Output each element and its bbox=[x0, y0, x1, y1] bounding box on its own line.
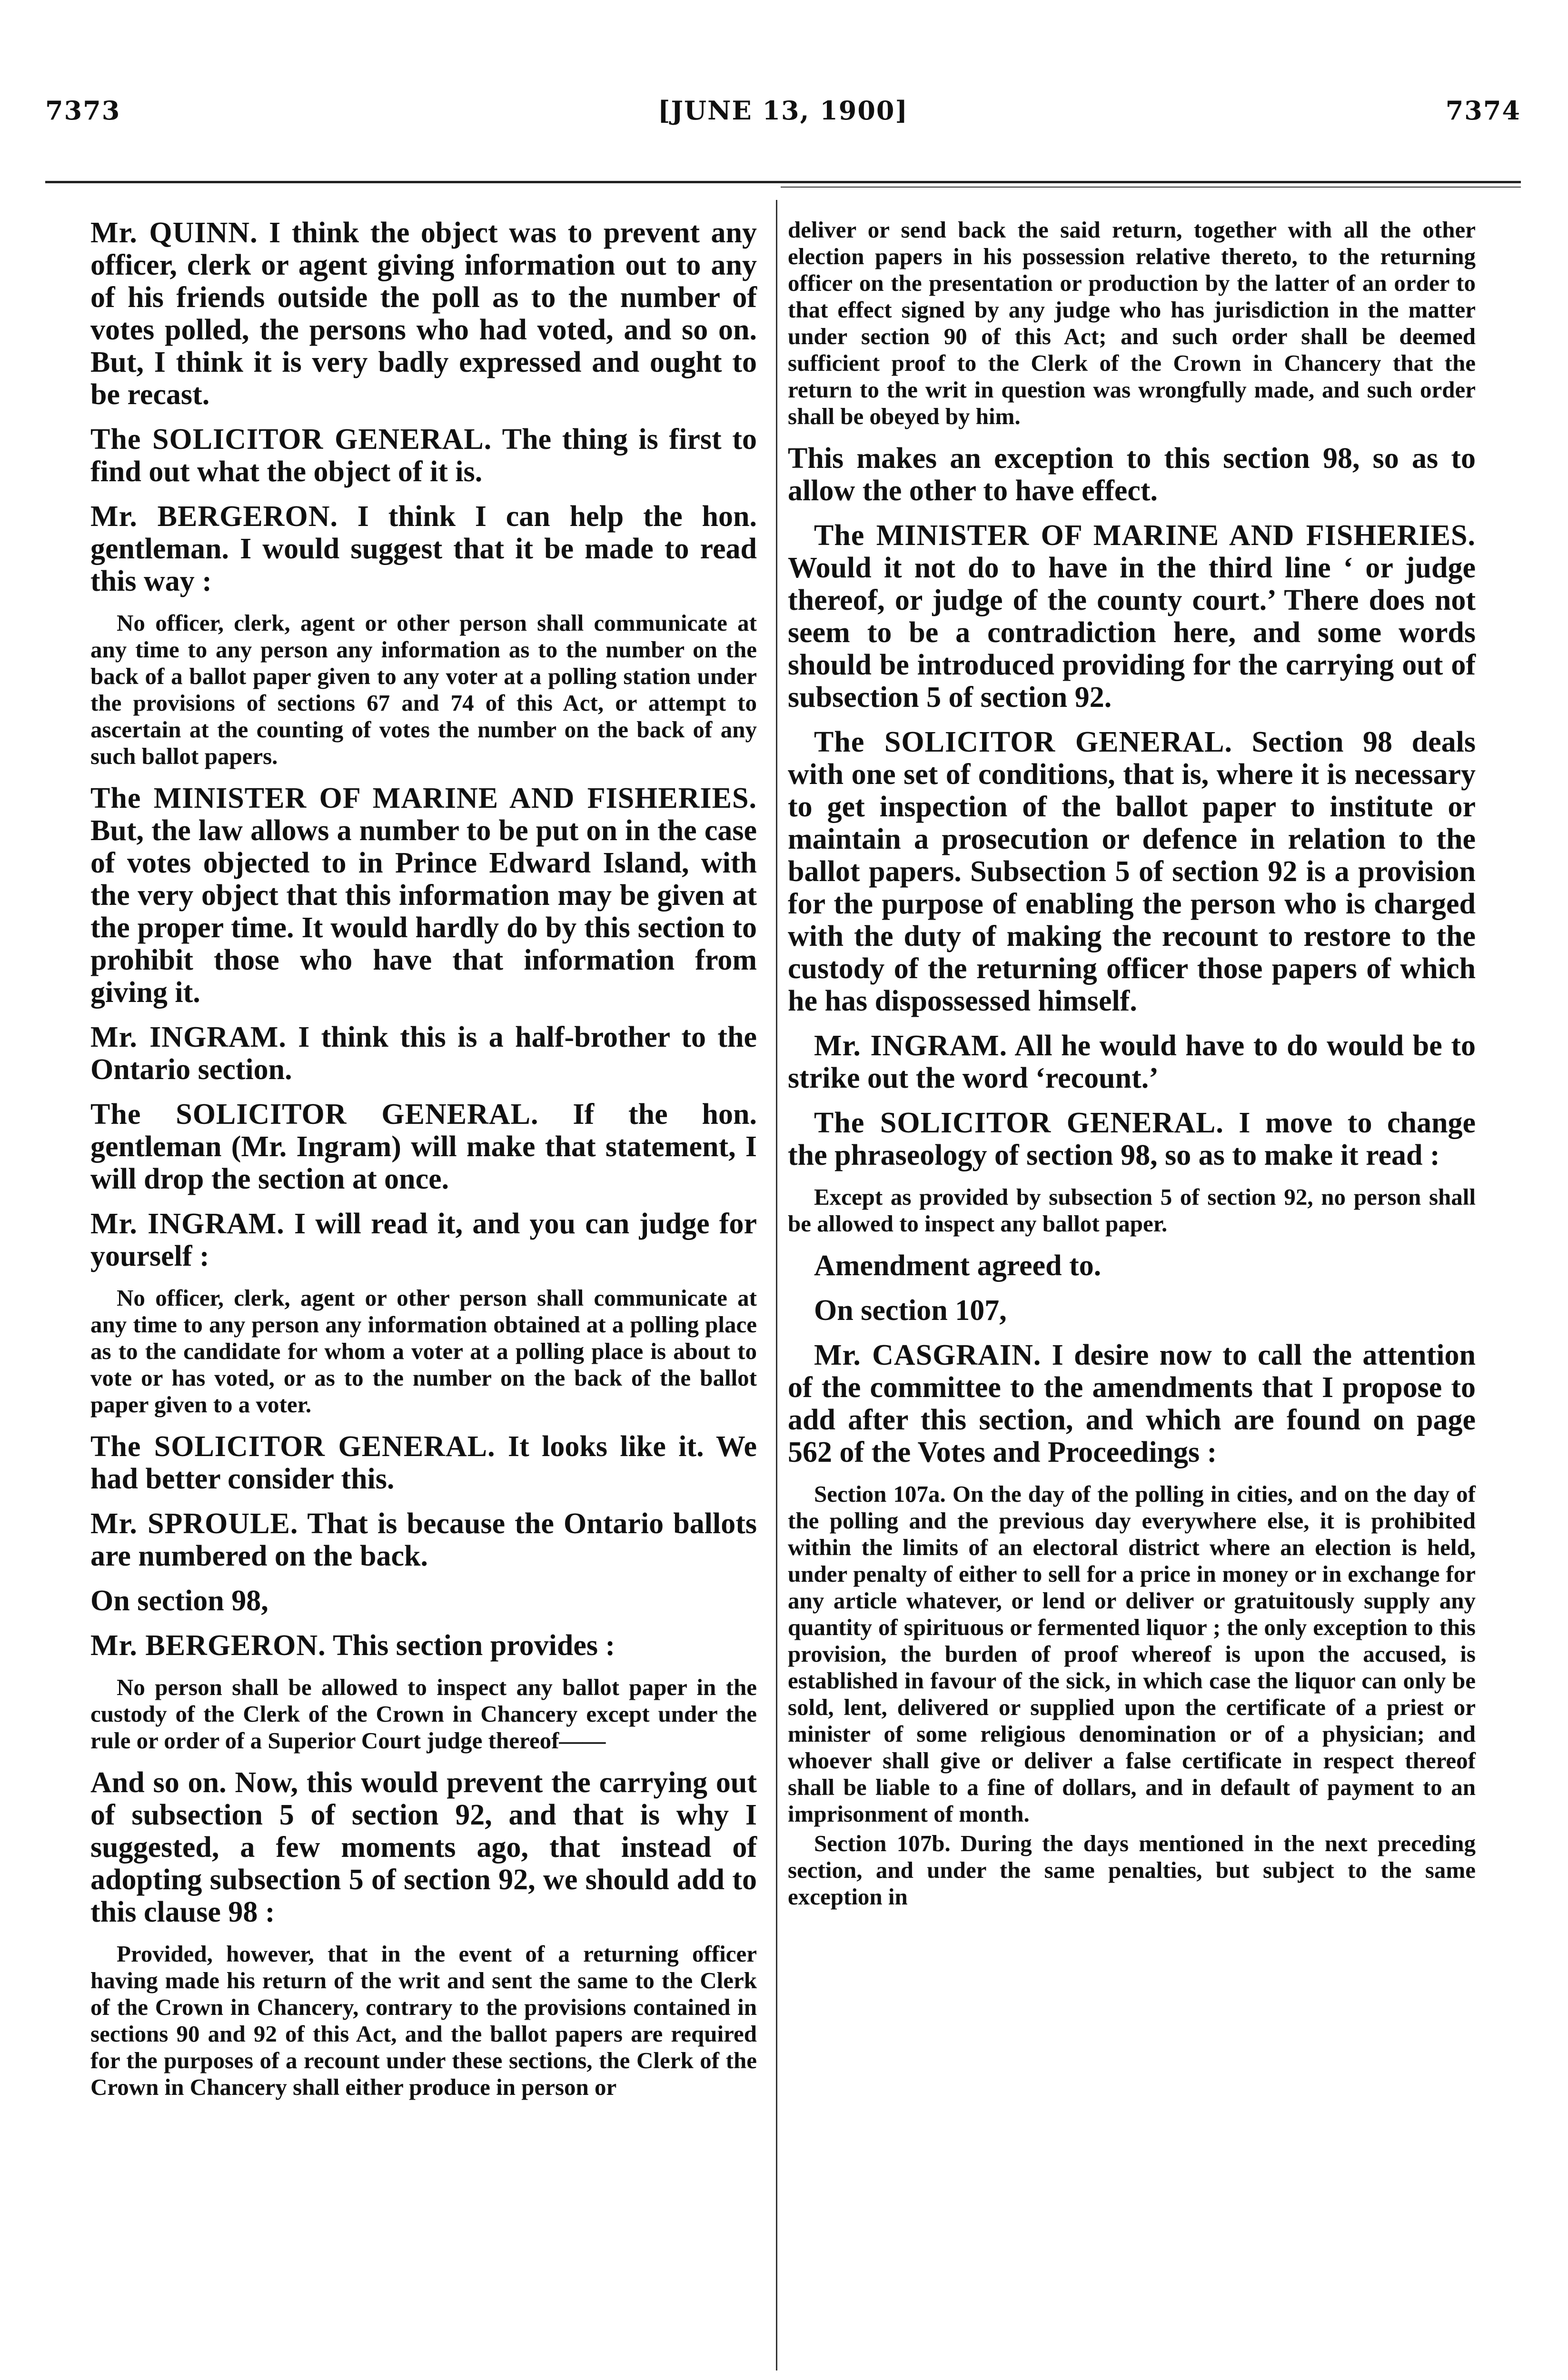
speech-paragraph bbox=[90, 1507, 757, 1572]
speaker-name: Mr. INGRAM. bbox=[814, 1030, 1008, 1062]
speaker-name: The SOLICITOR GENERAL. bbox=[90, 423, 492, 456]
quoted-clause: No officer, clerk, agent or other person shall communicate at any time to any person any information as to the number on the back of a ballot paper given to any voter at a polling station under the provisions of sections 67 and 74 of this Act, or attempt to ascertain at the counting of votes the number on the back of any such ballot papers. bbox=[90, 610, 757, 769]
speech-text: I will read it, and you can judge for yourself : bbox=[90, 1208, 757, 1272]
speaker-name: Mr. BERGERON. bbox=[90, 1629, 326, 1662]
speech-paragraph: This makes an exception to this section 98, so as to allow the other to have effect. bbox=[788, 442, 1476, 507]
procedural-note: Amendment agreed to. bbox=[814, 1250, 1102, 1282]
quoted-clause: No person shall be allowed to inspect any ballot paper in the custody of the Clerk of the Crown in Chancery except under the rule or order of a Superior Court judge thereof—— bbox=[90, 1674, 757, 1754]
speech-text: But, the law allows a number to be put on in the case of votes objected to in Prince Edward Island, with the very object that this information may be given at the proper time. It would hardly do by this section to prohibit those who have that information from giving it. bbox=[90, 814, 757, 1009]
speech-text: I move to change the phraseology of section 98, so as to make it read : bbox=[788, 1107, 1476, 1171]
right-column bbox=[788, 217, 1476, 1923]
speaker-name: Mr. INGRAM. bbox=[90, 1021, 287, 1053]
speech-paragraph bbox=[788, 1339, 1476, 1468]
speaker-name: Mr. QUINN. bbox=[90, 217, 258, 249]
speech-text: All he would have to do would be to strike out the word ‘recount.’ bbox=[788, 1030, 1476, 1094]
header-date: [JUNE 13, 1900] bbox=[657, 95, 909, 126]
speech-paragraph bbox=[90, 500, 757, 597]
speech-paragraph bbox=[90, 1208, 757, 1272]
speaker-name: The SOLICITOR GENERAL. bbox=[814, 726, 1232, 758]
speech-text: If the hon. gentleman (Mr. Ingram) will make that statement, I will drop the section at once. bbox=[90, 1098, 757, 1195]
speech-text: Section 98 deals with one set of conditions, that is, where it is necessary to get inspection of the ballot paper to institute or maintain a prosecution or defence in relation to the ballot papers. Subsection 5 of section 92 is a provision for the purpose of enabling the person who is charged with the duty of making the recount to restore to the custody of the returning officer those papers of which he has dispossessed himself. bbox=[788, 726, 1476, 1017]
quoted-clause: Except as provided by subsection 5 of section 92, no person shall be allowed to inspect any ballot paper. bbox=[788, 1184, 1476, 1237]
speech-paragraph bbox=[788, 1107, 1476, 1171]
quoted-clause: Provided, however, that in the event of a returning officer having made his return of the writ and sent the same to the Clerk of the Crown in Chancery, contrary to the provisions contained in sections 90 and 92 of this Act, and the ballot papers are required for the purposes of a recount under these sections, the Clerk of the Crown in Chancery shall either produce in person or bbox=[90, 1941, 757, 2100]
speaker-name: Mr. BERGERON. bbox=[90, 500, 338, 533]
speaker-name: The MINISTER OF MARINE AND FISHERIES. bbox=[90, 782, 757, 814]
speech-text: I think this is a half-brother to the Ontario section. bbox=[90, 1021, 757, 1086]
speaker-name: The SOLICITOR GENERAL. bbox=[90, 1430, 496, 1463]
quoted-clause: Section 107b. During the days mentioned in the next preceding section, and under the same penalties, but subject to the same exception in bbox=[788, 1830, 1476, 1910]
quoted-clause: Section 107a. On the day of the polling in cities, and on the day of the polling and the previous day everywhere else, it is prohibited within the limits of an electoral district where an election is held, under penalty of either to sell for a price in money or in exchange for any article whatever, or lend or deliver or gratuitously supply any quantity of spirituous or fermented liquor ; the only exception to this provision, the burden of proof whereof is upon the accused, is established in favour of the sick, in which case the liquor can only be sold, lent, delivered or supplied upon the certificate of a priest or minister of some religious denomination or of a physician; and whoever shall give or deliver a false certificate in respect thereof shall be liable to a fine of dollars, and in default of payment to an imprisonment of month. bbox=[788, 1481, 1476, 1827]
speaker-name: The SOLICITOR GENERAL. bbox=[90, 1098, 539, 1130]
speech-text: I think I can help the hon. gentleman. I would suggest that it be made to read this way : bbox=[90, 500, 757, 597]
section-heading: On section 98, bbox=[90, 1585, 268, 1617]
speech-paragraph: And so on. Now, this would prevent the carrying out of subsection 5 of section 92, and that is why I suggested, a few moments ago, that instead of adopting subsection 5 of section 92, we should add to this clause 98 : bbox=[90, 1766, 757, 1928]
speech-paragraph bbox=[90, 423, 757, 488]
page-header bbox=[45, 95, 1521, 138]
speech-text: It looks like it. We had better consider this. bbox=[90, 1430, 757, 1495]
left-column bbox=[90, 217, 757, 2113]
speech-text: I think the object was to prevent any officer, clerk or agent giving information out to any of his friends outside the poll as to the number of votes polled, the persons who had voted, and so on. But, I think it is very badly expressed and ought to be recast. bbox=[90, 217, 757, 411]
speech-paragraph bbox=[90, 1098, 757, 1195]
page-number-left: 7373 bbox=[45, 95, 121, 126]
speech-paragraph bbox=[90, 1430, 757, 1495]
speech-text: The thing is first to find out what the object of it is. bbox=[90, 423, 757, 488]
header-rule-secondary bbox=[781, 187, 1521, 188]
speech-paragraph bbox=[788, 1030, 1476, 1094]
column-divider bbox=[776, 200, 777, 2370]
speaker-name: Mr. CASGRAIN. bbox=[814, 1339, 1042, 1371]
speech-text: That is because the Ontario ballots are numbered on the back. bbox=[90, 1507, 757, 1572]
speech-paragraph bbox=[90, 217, 757, 411]
speaker-name: The SOLICITOR GENERAL. bbox=[814, 1107, 1224, 1139]
header-rule bbox=[45, 181, 1521, 183]
page-number-right: 7374 bbox=[1445, 95, 1521, 126]
speaker-name: Mr. INGRAM. bbox=[90, 1208, 285, 1240]
speech-text: Would it not do to have in the third line ‘ or judge thereof, or judge of the county court.’ There does not seem to be a contradiction here, and some words should be introduced providing for the carrying out of subsection 5 of section 92. bbox=[788, 552, 1476, 714]
speech-paragraph bbox=[788, 519, 1476, 714]
speech-text: This section provides : bbox=[333, 1629, 615, 1662]
speech-text: I desire now to call the attention of the committee to the amendments that I propose to add after this section, and which are found on page 562 of the Votes and Proceedings : bbox=[788, 1339, 1476, 1468]
speech-paragraph bbox=[90, 1021, 757, 1086]
quoted-clause: No officer, clerk, agent or other person shall communicate at any time to any person any information obtained at a polling place as to the candidate for whom a voter at a polling place is about to vote or has voted, or as to the number on the back of the ballot paper given to a voter. bbox=[90, 1285, 757, 1418]
speech-paragraph bbox=[90, 1629, 757, 1662]
speaker-name: Mr. SPROULE. bbox=[90, 1507, 298, 1540]
speaker-name: The MINISTER OF MARINE AND FISHERIES. bbox=[814, 519, 1476, 552]
speech-paragraph bbox=[90, 782, 757, 1009]
quoted-clause-continued: deliver or send back the said return, together with all the other election papers in his possession relative thereto, to the returning officer on the presentation or production by the latter of an order to that effect signed by any judge who has jurisdiction in the matter under section 90 of this Act; and such order shall be deemed sufficient proof to the Clerk of the Crown in Chancery that the return to the writ in question was wrongfully made, and such order shall be obeyed by him. bbox=[788, 217, 1476, 429]
section-heading: On section 107, bbox=[814, 1294, 1007, 1327]
speech-paragraph bbox=[788, 726, 1476, 1017]
